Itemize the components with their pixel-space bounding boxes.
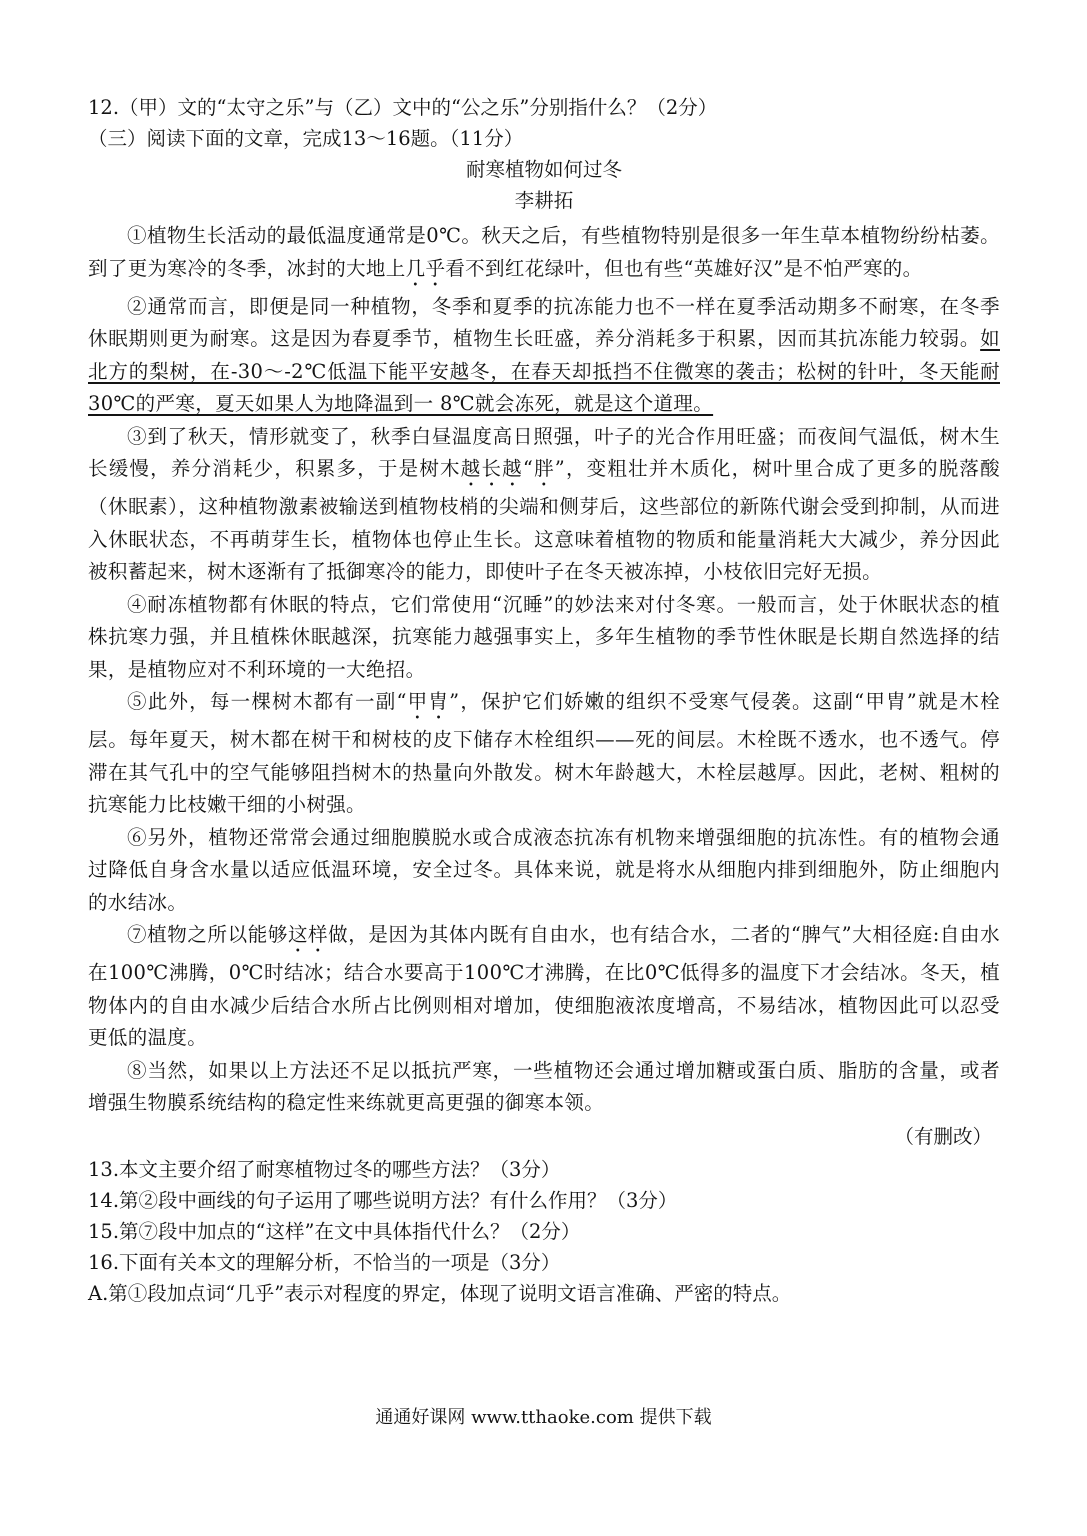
paragraph-7	[88, 919, 1000, 1055]
paragraph-1	[88, 220, 1000, 291]
question-14: 14.第②段中画线的句子运用了哪些说明方法？有什么作用？（3分）	[88, 1188, 678, 1212]
paragraph-2	[88, 291, 1000, 421]
p3-text-a: ③到了秋天，情形就变了，秋季白昼温度高日照强，叶子的光合作用旺盛；而夜间气温低，树木生长缓慢，养分消耗少，积累多，于是树木	[88, 424, 1000, 480]
p1-text-b: 看不到红花绿叶，但也有些“英雄好汉”是不怕严寒的。	[445, 256, 923, 280]
question-15: 15.第⑦段中加点的“这样”在文中具体指代什么？（2分）	[88, 1219, 581, 1243]
p3-dotted-phrase: 越长越“胖”	[460, 457, 566, 480]
paragraph-6: ⑥另外，植物还常常会通过细胞膜脱水或合成液态抗冻有机物来增强细胞的抗冻性。有的植物会通过降低自身含水量以适应低温环境，安全过冬。具体来说，就是将水从细胞内排到细胞外，防止细胞内的水结冰。	[88, 825, 1000, 914]
p7-text-b: 做，是因为其体内既有自由水，也有结合水，二者的“脾气”大相径庭:自由水在100℃沸腾，0℃时结冰；结合水要高于100℃才沸腾，在比0℃低得多的温度下才会结冰。冬天，植物体内的自由水减少后结合水所占比例则相对增加，使细胞液浓度增高，不易结冰，植物因此可以忍受更低的温度。	[88, 923, 1000, 1049]
article-title: 耐寒植物如何过冬	[465, 158, 622, 181]
p5-text-b: ”，保护它们娇嫩的组织不受寒气侵袭。这副“甲胄”就是木栓层。每年夏天，树木都在树干和树枝的皮下储存木栓组织——死的间层。木栓既不透水，也不透气。停滞在其气孔中的空气能够阻挡树木的热量向外散发。树木年龄越大，木栓层越厚。因此，老树、粗树的抗寒能力比枝嫩干细的小树强。	[88, 690, 1001, 816]
p7-text-a: ⑦植物之所以能够	[127, 923, 288, 946]
p2-text-a: ②通常而言，即便是同一种植物，冬季和夏季的抗冻能力也不一样在夏季活动期多不耐寒，在冬季休眠期则更为耐寒。这是因为春夏季节，植物生长旺盛，养分消耗多于积累，因而其抗冻能力较弱。	[88, 294, 1000, 350]
p5-dotted-word: 甲胄	[406, 690, 450, 713]
paragraph-5	[88, 686, 1000, 822]
paragraph-4: ④耐冻植物都有休眠的特点，它们常使用“沉睡”的妙法来对付冬寒。一般而言，处于休眠状态的植株抗寒力强，并且植株休眠越深，抗寒能力越强事实上，多年生植物的季节性休眠是长期自然选择的结果，是植物应对不利环境的一大绝招。	[88, 592, 1000, 681]
page-footer: 通通好课网 www.tthaoke.com 提供下载	[375, 1407, 712, 1428]
p1-dotted-word: 几乎	[405, 256, 446, 280]
paragraph-8: ⑧当然，如果以上方法还不足以抵抗严寒，一些植物还会通过增加糖或蛋白质、脂肪的含量，或者增强生物膜系统结构的稳定性来练就更高更强的御寒本领。	[88, 1058, 1000, 1114]
p1-text-a: ①植物生长活动的最低温度通常是0℃。秋天之后，有些植物特别是很多一年生草本植物纷纷枯萎。到了更为寒冷的冬季，冰封的大地上	[88, 224, 1000, 280]
question-12: 12.（甲）文的“太守之乐”与（乙）文中的“公之乐”分别指什么？（2分）	[88, 96, 718, 119]
paragraph-3	[88, 421, 1000, 589]
section-header: （三）阅读下面的文章，完成13～16题。（11分）	[88, 127, 524, 150]
p5-text-a: ⑤此外，每一棵树木都有一副“	[127, 690, 407, 713]
edit-note: （有删改）	[894, 1124, 992, 1148]
p3-text-b: ，变粗壮并木质化，树叶里合成了更多的脱落酸（休眠素），这种植物激素被输送到植物枝梢的尖端和侧芽后，这些部位的新陈代谢会受到抑制，从而进入休眠状态，不再萌芽生长，植物体也停止生长。这意味着植物的物质和能量消耗大大减少，养分因此被积蓄起来，树木逐渐有了抵御寒冷的能力，即使叶子在冬天被冻掉，小枝依旧完好无损。	[88, 457, 1000, 583]
p7-dotted-word: 这样	[287, 923, 329, 946]
question-16-option-a: A.第①段加点词“几乎”表示对程度的界定，体现了说明文语言准确、严密的特点。	[88, 1281, 792, 1305]
question-13: 13.本文主要介绍了耐寒植物过冬的哪些方法？（3分）	[88, 1157, 561, 1181]
p2-underlined-sentence: 如北方的梨树，在-30～-2℃低温下能平安越冬，在春天却抵挡不住微寒的袭击；松树的针叶，冬天能耐30℃的严寒，夏天如果人为地降温到一 8℃就会冻死，就是这个道理。	[88, 327, 1000, 415]
exam-page	[88, 92, 1000, 1309]
article-author: 李耕拓	[514, 189, 574, 212]
question-16: 16.下面有关本文的理解分析，不恰当的一项是（3分）	[88, 1250, 561, 1274]
